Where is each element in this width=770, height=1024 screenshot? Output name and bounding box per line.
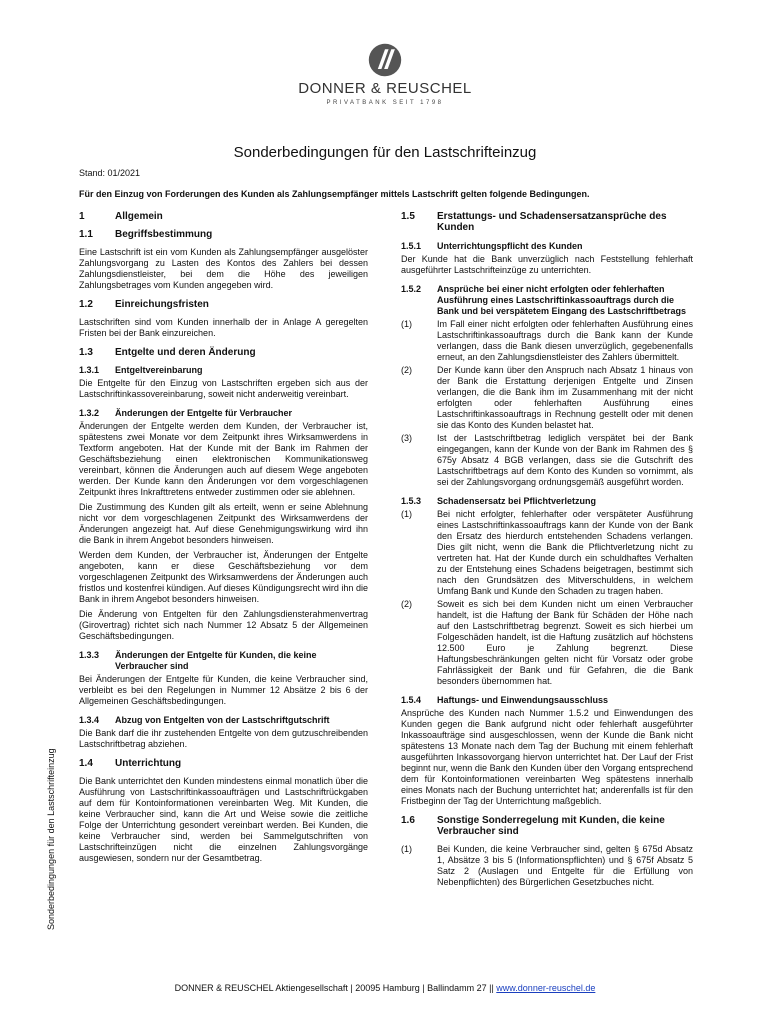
subsection-heading: 1.5.3 Schadensersatz bei Pflichtverletzung	[401, 496, 597, 506]
section-1-3-2	[79, 408, 368, 642]
list-item: (2) Soweit es sich bei dem Kunden nicht um einen Verbraucher handelt, ist die Haftung der Bank für Schäden der Höhe nach auf den Lastschriftbetrag begrenzt. Soweit es sich hierbei um Folgeschäden handelt, ist die Haftung zusätzlich auf höchstens 12.500 Euro je Zahlung begrenzt. Diese Haftungsbeschränkungen gelten nicht für Vorsatz oder grobe Fahrlässigkeit der Bank und für Gefahren, die die Bank besonders übernommen hat.	[401, 599, 693, 686]
subsection-heading: 1.3.3 Änderungen der Entgelte für Kunden, die keine Verbraucher sind	[79, 650, 317, 671]
brand-name: DONNER & REUSCHEL	[298, 80, 472, 97]
section-text: Die Zustimmung des Kunden gilt als erteilt, wenn er seine Ablehnung nicht vor dem vorgeschlagenen Zeitpunkt des Wirksamwerdens der Änderungen angezeigt hat. Auf diese Genehmigungswirkung wird ihn die Bank in ihrem Angebot besonders hinweisen.	[79, 502, 368, 545]
section-1-5-3	[401, 496, 693, 687]
donner-reuschel-logo-icon	[367, 42, 403, 78]
section-1-2	[79, 299, 368, 339]
section-heading: 1.4 Unterrichtung	[79, 758, 182, 769]
section-1-heading: 1 Allgemein	[79, 211, 163, 222]
section-heading: 1.5 Erstattungs- und Schadensersatzansprüche des Kunden	[401, 211, 667, 233]
section-heading: 1.6 Sonstige Sonderregelung mit Kunden, die keine Verbraucher sind	[401, 815, 665, 837]
section-text: Der Kunde hat die Bank unverzüglich nach Feststellung fehlerhaft ausgeführter Lastschrifteinzüge zu unterrichten.	[401, 254, 693, 275]
section-1-5-1	[401, 241, 693, 276]
section-heading: 1.1 Begriffsbestimmung	[79, 229, 213, 240]
list-item: (1) Im Fall einer nicht erfolgten oder fehlerhaften Ausführung eines Lastschriftinkassoauftrags durch die Bank kann der Kunde verlangen, dass die Bank diesen unverzüglich, gegebenenfalls erneut, an den Zahlungsdienstleister des Zahlers übermittelt.	[401, 319, 693, 362]
subsection-heading: 1.3.2 Änderungen der Entgelte für Verbraucher	[79, 408, 293, 418]
subsection-heading: 1.3.1 Entgeltvereinbarung	[79, 365, 203, 375]
section-text: Änderungen der Entgelte werden dem Kunden, der Verbraucher ist, spätestens zwei Monate vor dem Zeitpunkt ihres Wirksamwerdens in Textform angeboten. Hat der Kunde mit der Bank im Rahmen der Geschäftsbeziehung einen elektronischen Kommunikationsweg vereinbart, können die Änderungen auch auf diesem Wege angeboten werden. Der Kunde kann den Änderungen vor dem vorgeschlagenen Zeitpunkt ihres Inkrafttretens entweder zustimmen oder sie ablehnen.	[79, 421, 368, 497]
section-text: Eine Lastschrift ist ein vom Kunden als Zahlungsempfänger ausgelöster Zahlungsvorgang zu Lasten des Kontos des Zahlers bei dessen Zahlungsdienstleister, bei dem die Höhe des jeweiligen Zahlungsbetrages vom Kunden angegeben wird.	[79, 247, 368, 290]
brand-tagline: PRIVATBANK SEIT 1798	[326, 100, 444, 106]
section-1-4	[79, 758, 368, 864]
section-text: Werden dem Kunden, der Verbraucher ist, Änderungen der Entgelte angeboten, kann er diese Geschäftsbeziehung vor dem vorgeschlagenen Zeitpunkt des Wirksamwerdens der Änderungen auch fristlos und kostenfrei kündigen. Auf dieses Kündigungsrecht wird ihn die Bank in ihrem Angebot besonders hinweisen.	[79, 550, 368, 604]
section-1-3-1	[79, 365, 368, 400]
section-1-6	[401, 815, 693, 888]
section-1-3-4	[79, 715, 368, 750]
section-text: Ansprüche des Kunden nach Nummer 1.5.2 und Einwendungen des Kunden gegen die Bank aufgrund nicht oder fehlerhaft ausgeführter Inkassoaufträge sind ausgeschlossen, wenn der Kunde die Bank nicht spätestens 13 Monate nach dem Tag der Buchung mit einem fehlerhaft ausgeführten Inkassovorgang hiervon unterrichtet hat. Der Lauf der Frist beginnt nur, wenn die Bank den Kunden über den Vorgang entsprechend dem für Kontoinformationen vereinbarten Weg spätestens innerhalb eines Monats nach der Buchung unterrichtet hat; anderenfalls ist für den Fristbeginn der Tag der Unterrichtung maßgeblich.	[401, 708, 693, 806]
left-column	[79, 211, 368, 872]
subsection-heading: 1.3.4 Abzug von Entgelten von der Lastschriftgutschrift	[79, 715, 330, 725]
section-1-3-3	[79, 650, 368, 707]
section-text: Lastschriften sind vom Kunden innerhalb der in Anlage A geregelten Fristen bei der Bank einzureichen.	[79, 317, 368, 338]
right-column	[401, 211, 693, 896]
subsection-heading: 1.5.1 Unterrichtungspflicht des Kunden	[401, 241, 583, 251]
section-text: Bei Änderungen der Entgelte für Kunden, die keine Verbraucher sind, verbleibt es bei den Regelungen in Nummer 12 Absätze 2 bis 6 der Allgemeinen Geschäftsbedingungen.	[79, 674, 368, 706]
page-footer	[0, 983, 770, 993]
document-intro: Für den Einzug von Forderungen des Kunden als Zahlungsempfänger mittels Lastschrift gelten folgende Bedingungen.	[79, 189, 590, 199]
list-item: (1) Bei nicht erfolgter, fehlerhafter oder verspäteter Ausführung eines Lastschriftinkassoauftrags kann der Kunde von der Bank den Ersatz des hierdurch entstehenden Schadens verlangen. Dies gilt nicht, wenn die Bank die Pflichtverletzung nicht zu vertreten hat. Hat der Kunde durch ein schuldhaftes Verhalten zu der Entstehung eines Schadens beigetragen, bestimmt sich nach den Grundsätzen des Mitverschuldens, in welchem Umfang Bank und Kunde den Schaden zu tragen haben.	[401, 509, 693, 596]
section-1-5-4	[401, 695, 693, 807]
sidebar-label: Sonderbedingungen für den Lastschrifteinzug	[46, 748, 56, 930]
section-1-3-heading: 1.3 Entgelte und deren Änderung	[79, 347, 256, 358]
section-1-5-2	[401, 284, 693, 488]
section-1-5	[401, 211, 693, 233]
section-text: Die Änderung von Entgelten für den Zahlungsdiensterahmenvertrag (Girovertrag) richtet sich nach Nummer 12 Absatz 5 der Allgemeinen Geschäftsbedingungen.	[79, 609, 368, 641]
subsection-heading: 1.5.2 Ansprüche bei einer nicht erfolgten oder fehlerhaften Ausführung eines Lastschriftinkassoauftrags durch die Bank und bei verspätetem Eingang des Lastschriftbetrags	[401, 284, 687, 316]
logo	[0, 42, 770, 106]
section-text: Die Bank unterrichtet den Kunden mindestens einmal monatlich über die Ausführung von Lastschriftinkassoaufträgen und Lastschriftrückgaben auf dem für Kontoinformationen vereinbarten Weg. Mit Kunden, die keine Verbraucher sind, kann die Art und Weise sowie die zeitliche Folge der Unterrichtung gesondert vereinbart werden. Bei Kunden, die keine Verbraucher sind, werden bei Sammelgutschriften von Lastschrifteinzügen nicht die einzelnen Zahlungsvorgänge ausgewiesen, sondern nur der Gesamtbetrag.	[79, 776, 368, 863]
document-title: Sonderbedingungen für den Lastschrifteinzug	[233, 144, 537, 161]
website-link[interactable]: www.donner-reuschel.de	[496, 983, 596, 993]
document-date: Stand: 01/2021	[79, 168, 141, 178]
list-item: (1) Bei Kunden, die keine Verbraucher sind, gelten § 675d Absatz 1, Absätze 3 bis 5 (Informationspflichten) und § 675f Absatz 5 Satz 2 (Auslagen und Entgelte für die Erfüllung von Nebenpflichten) des Bürgerlichen Gesetzbuches nicht.	[401, 844, 693, 887]
footer-address: DONNER & REUSCHEL Aktiengesellschaft | 20095 Hamburg | Ballindamm 27 ||	[174, 983, 494, 993]
list-item: (3) Ist der Lastschriftbetrag lediglich verspätet bei der Bank eingegangen, kann der Kunde von der Bank im Rahmen des § 675y Absatz 4 BGB verlangen, dass sie die Gutschrift des Lastschriftbetrags auf dem Konto des Kunden so vornimmt, als sei der Zahlungsvorgang ordnungsgemäß ausgeführt worden.	[401, 433, 693, 487]
list-item: (2) Der Kunde kann über den Anspruch nach Absatz 1 hinaus von der Bank die Erstattung derjenigen Entgelte und Zinsen verlangen, die die Bank ihm im Zusammenhang mit der nicht erfolgten oder fehlerhaften Ausführung eines Lastschriftinkassoauftrags in Rechnung gestellt oder mit denen sie das Konto des Kunden belastet hat.	[401, 365, 693, 430]
section-heading: 1.2 Einreichungsfristen	[79, 299, 209, 310]
section-1-1	[79, 229, 368, 291]
section-text: Die Entgelte für den Einzug von Lastschriften ergeben sich aus der Lastschriftinkassovereinbarung, soweit nicht anderweitig vereinbart.	[79, 378, 368, 399]
section-text: Die Bank darf die ihr zustehenden Entgelte von dem gutzuschreibenden Lastschriftbetrag abziehen.	[79, 728, 368, 749]
subsection-heading: 1.5.4 Haftungs- und Einwendungsausschluss	[401, 695, 609, 705]
